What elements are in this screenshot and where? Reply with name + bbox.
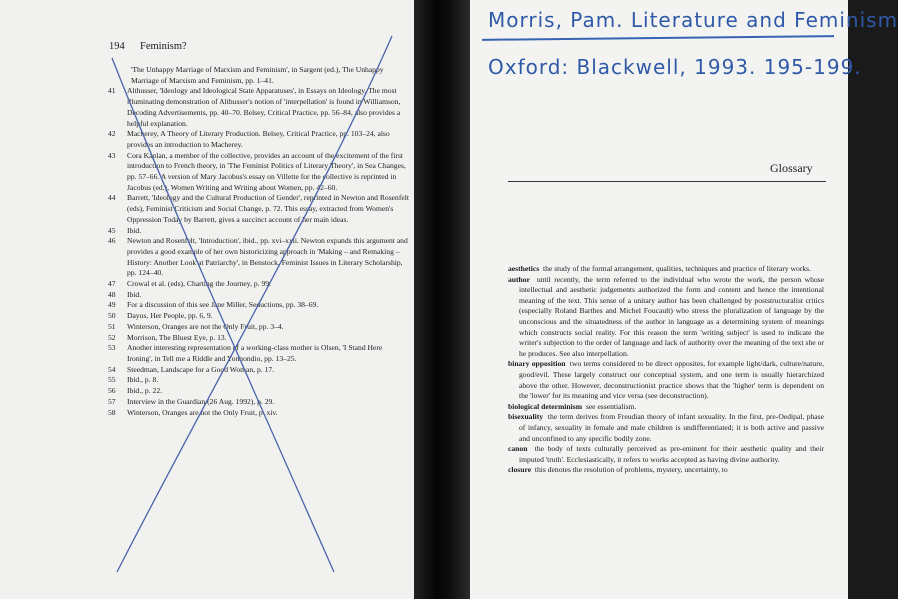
glossary-definition: the term derives from Freudian theory of infant sexuality. In the first, pre-Oedipal, phase of infancy, sexuality in female and male children is undifferentiated; it is both active and passive and unconfined to any specific bodily zone. bbox=[519, 412, 825, 443]
endnote-text: Barrett, 'Ideology and the Cultural Production of Gender', reprinted in Newton and Rosenfelt (eds), Feminist Criticism and Social Change, p. 72. This essay, extracted from Women's Oppression Today by Barrett, gives a succinct account of her main ideas. bbox=[127, 193, 409, 224]
endnote-number: 57 bbox=[108, 396, 116, 406]
endnote-text: Ibid. bbox=[127, 289, 142, 299]
glossary-term: bisexuality bbox=[508, 412, 544, 422]
running-head: Feminism? bbox=[140, 41, 187, 52]
endnote-number: 48 bbox=[108, 289, 116, 299]
endnote-number: 50 bbox=[108, 311, 116, 321]
endnote-number: 54 bbox=[108, 364, 116, 374]
endnote bbox=[0, 226, 414, 237]
glossary-term: aesthetics bbox=[508, 264, 540, 273]
endnote-text: Cora Kaplan, a member of the collective, provides an account of the excitement of the first introduction to French theory, in 'The Feminist Politics of Literary Theory', in Sea Changes, pp. 57–66. A version of Mary Jacobus's essay on Villette for the collective is reprinted in Jacobus (ed.), Women Writing and Writing about Women, pp. 42–60. bbox=[127, 150, 406, 192]
glossary-term: canon bbox=[508, 444, 528, 454]
glossary-term: binary opposition bbox=[508, 359, 566, 369]
endnote bbox=[0, 300, 414, 311]
endnote-text: Macherey, A Theory of Literary Production. Belsey, Critical Practice, pp. 103–24, also provides an introduction to Macherey. bbox=[127, 129, 390, 149]
endnote bbox=[0, 279, 414, 290]
page-number: 194 bbox=[109, 41, 125, 52]
endnote-number: 49 bbox=[108, 300, 116, 310]
endnote-continued bbox=[0, 65, 414, 86]
glossary-term: biological determinism bbox=[508, 401, 583, 411]
endnote-text: Althusser, 'Ideology and Ideological State Apparatuses', in Essays on Ideology. The most illuminating demonstration of Althusser's notion of 'interpellation' is found in Williamson, Decoding Advertisements, pp. 40–70. Belsey, Critical Practice, pp. 56–84, also provides a helpful explanation. bbox=[127, 86, 401, 128]
glossary-definition: two terms considered to be direct opposites, for example light/dark, culture/nature, good/evil. These largely construct our conceptual system, and one term is usually hierarchized above the other. However, deconstructionist practice shows that the 'higher' term is dependent on the 'lower' for its meaning and vice versa (see deconstruction). bbox=[519, 359, 824, 401]
endnote bbox=[0, 129, 414, 150]
endnote bbox=[0, 193, 414, 225]
endnote-text: Steedman, Landscape for a Good Woman, p. 17. bbox=[127, 364, 275, 374]
endnote-text: Ibid., p. 22. bbox=[127, 386, 163, 396]
endnote bbox=[0, 408, 414, 419]
endnote-number: 46 bbox=[108, 236, 116, 246]
endnote-number: 52 bbox=[108, 332, 116, 342]
endnote bbox=[0, 322, 414, 333]
endnote-text: Ibid. bbox=[127, 225, 142, 235]
glossary-entry bbox=[508, 444, 824, 465]
endnote bbox=[0, 343, 414, 364]
handwritten-citation-line1: Morris, Pam. Literature and Feminism bbox=[488, 8, 898, 32]
endnote bbox=[0, 375, 414, 386]
glossary-definition: see essentialism. bbox=[585, 401, 637, 411]
handwritten-citation-line2: Oxford: Blackwell, 1993. 195-199. bbox=[488, 55, 862, 79]
endnote bbox=[0, 386, 414, 397]
endnote-text: Dayus, Her People, pp. 6, 9. bbox=[127, 311, 213, 321]
glossary-entry bbox=[508, 402, 824, 413]
endnote bbox=[0, 397, 414, 408]
glossary-entry bbox=[508, 465, 824, 476]
left-page bbox=[0, 0, 414, 599]
endnote-number: 43 bbox=[108, 150, 116, 160]
endnotes-list bbox=[0, 65, 414, 418]
endnote-number: 42 bbox=[108, 129, 116, 139]
title-divider bbox=[508, 181, 826, 182]
glossary-definition: until recently, the term referred to the individual who wrote the work, the person whose intellectual and aesthetic judgements authorized the form and content and hence the intentional meaning of the text. This sense of a unitary author has been challenged by poststructuralist critics (especially Roland Barthes and Michel Foucault) who stress the pluralization of language by the unconscious and the situatedness of the author in language as a determining system of meanings which constructs social reality. For this reason the term 'writing subject' is used to indicate the writer's subjection to the order of language and lack of authority over the meaning of the text she or he produces. See also interpellation. bbox=[519, 274, 824, 358]
glossary-entries bbox=[508, 264, 824, 476]
glossary-definition: this denotes the resolution of problems, mystery, uncertainty, to bbox=[534, 465, 728, 475]
endnote-text: Winterson, Oranges are not the Only Fruit, pp. 3–4. bbox=[127, 321, 284, 331]
endnote-number: 51 bbox=[108, 321, 116, 331]
endnote-number: 44 bbox=[108, 193, 116, 203]
endnote bbox=[0, 151, 414, 194]
endnote-text: Another interesting representation of a working-class mother is Olsen, 'I Stand Here Ironing', in Tell me a Riddle and Yonnondio, pp. 13–25. bbox=[127, 343, 383, 363]
endnote bbox=[0, 365, 414, 376]
glossary-term: closure bbox=[508, 465, 532, 475]
endnote bbox=[0, 311, 414, 322]
endnote bbox=[0, 86, 414, 129]
glossary-definition: the study of the formal arrangement, qualities, techniques and practice of literary works. bbox=[543, 264, 812, 273]
endnote-number: 53 bbox=[108, 343, 116, 353]
glossary-term: author bbox=[508, 274, 530, 284]
endnote-number: 56 bbox=[108, 386, 116, 396]
glossary-definition: the body of texts culturally perceived as pre-eminent for their aesthetic quality and their imputed 'truth'. Ecclesiastically, it refers to works accepted as having divine authority. bbox=[519, 444, 825, 464]
endnote-text: For a discussion of this see Jane Miller, Seductions, pp. 38–69. bbox=[127, 300, 319, 310]
endnote-number: 55 bbox=[108, 375, 116, 385]
endnote-text: Winterson, Oranges are not the Only Fruit, p. xiv. bbox=[127, 407, 278, 417]
endnote-text: Newton and Rosenfelt, 'Introduction', ibid., pp. xvi–xxii. Newton expands this argument and provides a good example of her own historicizing approach in 'Making – and Remaking – History: Another Look at Patriarchy', in Benstock, Feminist Issues in Literary Scholarship, pp. 124–40. bbox=[127, 236, 408, 278]
endnote bbox=[0, 236, 414, 279]
endnote-number: 58 bbox=[108, 407, 116, 417]
glossary-entry bbox=[508, 264, 824, 275]
endnote-text: 'The Unhappy Marriage of Marxism and Feminism', in Sargent (ed.), The Unhappy Marriage of Marxism and Feminism, pp. 1–41. bbox=[131, 65, 384, 85]
endnote-text: Ibid., p. 8. bbox=[127, 375, 159, 385]
endnote-number: 41 bbox=[108, 86, 116, 96]
book-gutter bbox=[414, 0, 470, 599]
glossary-entry bbox=[508, 359, 824, 401]
glossary-entry bbox=[508, 275, 824, 360]
glossary-title: Glossary bbox=[770, 161, 813, 175]
endnote bbox=[0, 290, 414, 301]
endnote-number: 47 bbox=[108, 279, 116, 289]
endnote-number: 45 bbox=[108, 225, 116, 235]
endnote-text: Crowal et al. (eds), Charting the Journey, p. 99. bbox=[127, 279, 271, 289]
endnote bbox=[0, 333, 414, 344]
endnote-text: Morrison, The Bluest Eye, p. 13. bbox=[127, 332, 227, 342]
glossary-entry bbox=[508, 412, 824, 444]
endnote-text: Interview in the Guardian (26 Aug. 1992), p. 29. bbox=[127, 396, 275, 406]
